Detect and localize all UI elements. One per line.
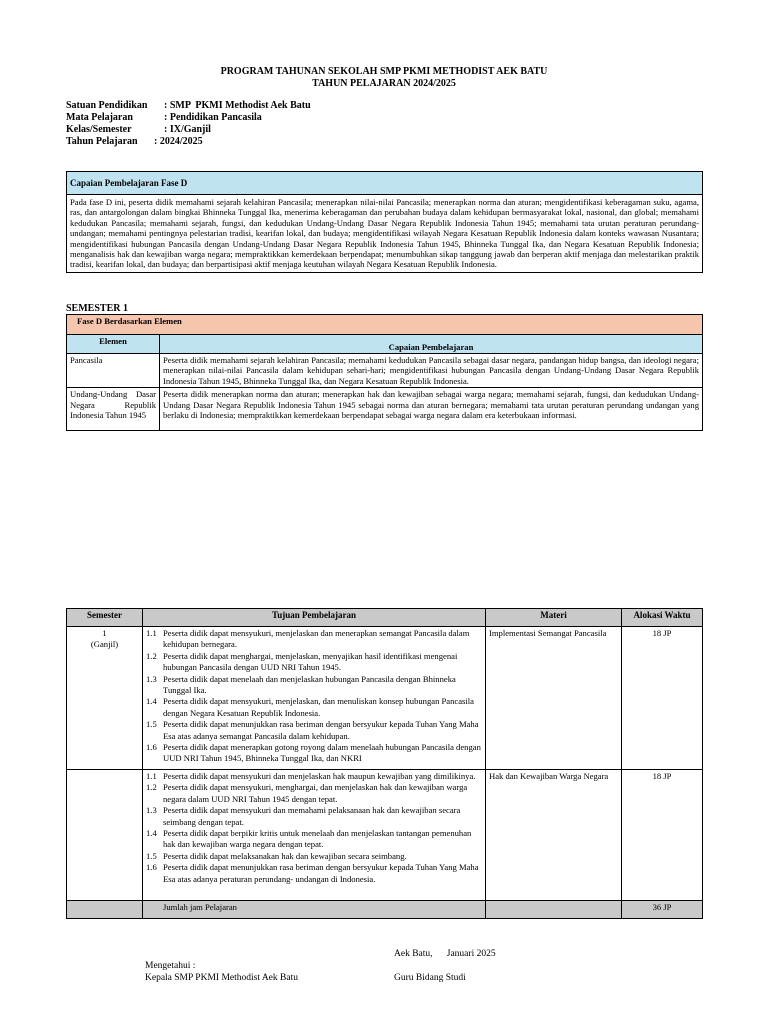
- item-text: Peserta didik dapat mensyukuri dan menjelaskan hak maupun kewajiban yang dimilikinya.: [163, 771, 476, 781]
- item-number: 1.2: [146, 782, 157, 793]
- item-text: Peserta didik dapat menghargai, menjelaskan, menyajikan hasil identifikasi mengenai hubungan Pancasila dengan UUD NRI Tahun 1945.: [163, 650, 458, 673]
- info-row: [66, 100, 311, 112]
- info-label: Satuan Pendidikan: [66, 100, 148, 111]
- elemen-column-header: Elemen: [67, 335, 160, 354]
- item-text: Peserta didik dapat mensyukuri, menjelaskan, dan menuliskan konsep hubungan Pancasila dengan Negara Kesatuan Republik Indonesia.: [163, 696, 474, 718]
- alokasi-column-header: Alokasi Waktu: [622, 609, 703, 627]
- item-text: Peserta didik dapat mensyukuri, menjelaskan dan menerapkan semangat Pancasila dalam kehidupan bernegara.: [163, 628, 470, 650]
- item-text: Peserta didik dapat mensyukuri, menghargai, dan menjelaskan hak dan kewajiban warga negara dalam UUD NRI Tahun 1945 dengan tepat.: [163, 782, 468, 804]
- materi-column-header: Materi: [486, 609, 622, 627]
- item-text: Peserta didik dapat menerapkan gotong royong dalam menelaah hubungan Pancasila dengan UUD NRI Tahun 1945, Bhinneka Tunggal Ika, dan NKRI: [163, 742, 481, 764]
- info-row: [66, 124, 311, 136]
- list-item: [146, 719, 482, 742]
- list-item: [146, 696, 482, 719]
- item-number: 1.2: [146, 650, 157, 661]
- tujuan-cell: [143, 770, 486, 901]
- capaian-column-header: Capaian Pembelajaran: [160, 335, 703, 354]
- total-empty-cell: [67, 901, 143, 919]
- item-number: 1.4: [146, 828, 157, 839]
- table-row: [67, 770, 703, 901]
- list-item: [146, 628, 482, 651]
- info-value: : IX/Ganjil: [164, 124, 211, 135]
- fase-table: [66, 314, 703, 431]
- item-text: Peserta didik dapat menunjukkan rasa beriman dengan bersyukur kepada Tuhan Yang Maha Esa atas adanya peraturan perundang- undangan di Indonesia.: [163, 862, 479, 884]
- item-text: Peserta didik dapat melaksanakan hak dan kewajiban secara seimbang.: [163, 850, 407, 861]
- list-item: [146, 651, 482, 674]
- list-item: [146, 828, 482, 851]
- item-text: Peserta didik dapat berpikir kritis untuk menelaah dan menjelaskan tantangan pemenuhan hak dan kewajiban warga negara dengan tepat.: [163, 828, 472, 850]
- materi-cell: Hak dan Kewajiban Warga Negara: [486, 770, 622, 901]
- semester-cell: [67, 627, 143, 770]
- fase-header: Fase D Berdasarkan Elemen: [67, 315, 703, 335]
- school-info: [66, 100, 311, 148]
- list-item: [146, 771, 482, 782]
- list-item: [146, 862, 482, 885]
- item-text: Peserta didik dapat menelaah dan menjelaskan hubungan Pancasila dengan Bhinneka Tunggal Ika.: [163, 673, 456, 696]
- item-number: 1.6: [146, 742, 157, 753]
- item-number: 1.6: [146, 862, 157, 873]
- item-number: 1.5: [146, 719, 157, 730]
- kepala-sekolah-label: Kepala SMP PKMI Methodist Aek Batu: [145, 973, 298, 983]
- materi-cell: Implementasi Semangat Pancasila: [486, 627, 622, 770]
- info-label: Kelas/Semester: [66, 124, 132, 135]
- plan-table: [66, 608, 703, 919]
- item-text: Peserta didik dapat menunjukkan rasa beriman dengan bersyukur kepada Tuhan Yang Maha Esa atas adanya semangat Pancasila dalam kehidupan.: [163, 719, 479, 741]
- item-number: 1.1: [146, 771, 157, 781]
- elemen-cell: Pancasila: [67, 354, 160, 388]
- tujuan-cell: [143, 627, 486, 770]
- table-row: [67, 354, 703, 388]
- elemen-cell: Undang-Undang Dasar Negara Republik Indonesia Tahun 1945: [67, 388, 160, 431]
- info-label: Tahun Pelajaran: [66, 136, 138, 147]
- item-number: 1.3: [146, 805, 157, 816]
- list-item: [146, 782, 482, 805]
- item-text: Peserta didik dapat mensyukuri dan memahami pelaksanaan hak dan kewajiban secara seimbang dengan tepat.: [163, 805, 461, 827]
- capaian-cell: Peserta didik menerapkan norma dan aturan; menerapkan hak dan kewajiban sebagai warga negara; memahami sejarah, fungsi, dan kedudukan Undang-Undang Dasar Negara Republik Indonesia Tahun 1945 sebagai norma dan aturan bernegara; memahami tata urutan peraturan perundang undangan yang berlaku di Indonesia; mempraktikkan kemerdekaan berpendapat sebagai warga negara dalam era keterbukaan informasi.: [160, 388, 703, 431]
- info-value: : SMP PKMI Methodist Aek Batu: [164, 100, 311, 111]
- semester-column-header: Semester: [67, 609, 143, 627]
- item-number: 1.3: [146, 673, 157, 684]
- info-value: : 2024/2025: [154, 136, 203, 147]
- semester-label: SEMESTER 1: [66, 303, 128, 314]
- semester-number: 1: [102, 628, 107, 638]
- info-value: : Pendidikan Pancasila: [164, 112, 262, 123]
- item-number: 1.1: [146, 628, 157, 638]
- capaian-header: Capaian Pembelajaran Fase D: [67, 172, 703, 195]
- item-number: 1.5: [146, 850, 157, 861]
- total-empty-cell: [486, 901, 622, 919]
- capaian-table: [66, 171, 703, 273]
- table-row: [67, 388, 703, 431]
- info-label: Mata Pelajaran: [66, 112, 133, 123]
- list-item: [146, 805, 482, 828]
- info-row: [66, 112, 311, 124]
- guru-label: Guru Bidang Studi: [394, 973, 466, 983]
- info-row: [66, 136, 311, 148]
- alokasi-cell: 18 JP: [622, 627, 703, 770]
- semester-cell: [67, 770, 143, 901]
- total-value: 36 JP: [622, 901, 703, 919]
- list-item: [146, 742, 482, 765]
- tujuan-column-header: Tujuan Pembelajaran: [143, 609, 486, 627]
- item-number: 1.4: [146, 696, 157, 707]
- capaian-cell: Peserta didik memahami sejarah kelahiran Pancasila; memahami kedudukan Pancasila sebagai dasar negara, pandangan hidup bangsa, dan ideologi negara; menerapkan nilai-nilai Pancasila dalam kehidupan sehari-hari; mengidentifikasi hubungan Pancasila dengan Undang-Undang Dasar Negara Republik Indonesia Tahun 1945, Bhinneka Tunggal Ika, dan Negara Kesatuan Republik Indonesia.: [160, 354, 703, 388]
- list-item: [146, 851, 482, 862]
- total-label: Jumlah jam Pelajaran: [143, 901, 486, 919]
- alokasi-cell: 18 JP: [622, 770, 703, 901]
- place-date: Aek Batu, Januari 2025: [394, 949, 496, 959]
- document-subtitle: TAHUN PELAJARAN 2024/2025: [312, 78, 456, 89]
- document-title: PROGRAM TAHUNAN SEKOLAH SMP PKMI METHODIST AEK BATU: [220, 66, 548, 77]
- semester-name: (Ganjil): [90, 639, 119, 650]
- capaian-body: Pada fase D ini, peserta didik memahami sejarah kelahiran Pancasila; menerapkan nilai-nilai Pancasila; menerapkan norma dan aturan; mengidentifikasi keberagaman suku, agama, ras, dan antargolongan dalam bingkai Bhinneka Tunggal Ika, menerima keberagaman dan perubahan budaya dalam kehidupan bermasyarakat lokal, nasional, dan global; memahami kedudukan Pancasila; memahami sejarah, fungsi, dan kedudukan Undang-Undang Dasar Negara Republik Indonesia Tahun 1945; memahami tata urutan peraturan perundang-undangan; memahami pentingnya pelestarian tradisi, kearifan lokal, dan budaya; mengidentifikasi wilayah Negara Kesatuan Republik Indonesia dalam konteks wawasan Nusantara; mengidentifikasi hubungan Pancasila dengan Undang-Undang Dasar Negara Republik Indonesia Tahun 1945, Bhinneka Tunggal Ika, dan Negara Kesatuan Republik Indonesia; menganalisis hak dan kewajiban warga negara; mempraktikkan kemerdekaan berpendapat; menumbuhkan sikap tanggung jawab dan berperan aktif menjaga dan melestarikan praktik tradisi, kearifan lokal, dan budaya; dan berpartisipasi aktif menjaga keutuhan wilayah Negara Kesatuan Republik Indonesia.: [67, 195, 703, 273]
- mengetahui-label: Mengetahui :: [145, 961, 196, 971]
- list-item: [146, 674, 482, 697]
- table-row: [67, 627, 703, 770]
- total-row: [67, 901, 703, 919]
